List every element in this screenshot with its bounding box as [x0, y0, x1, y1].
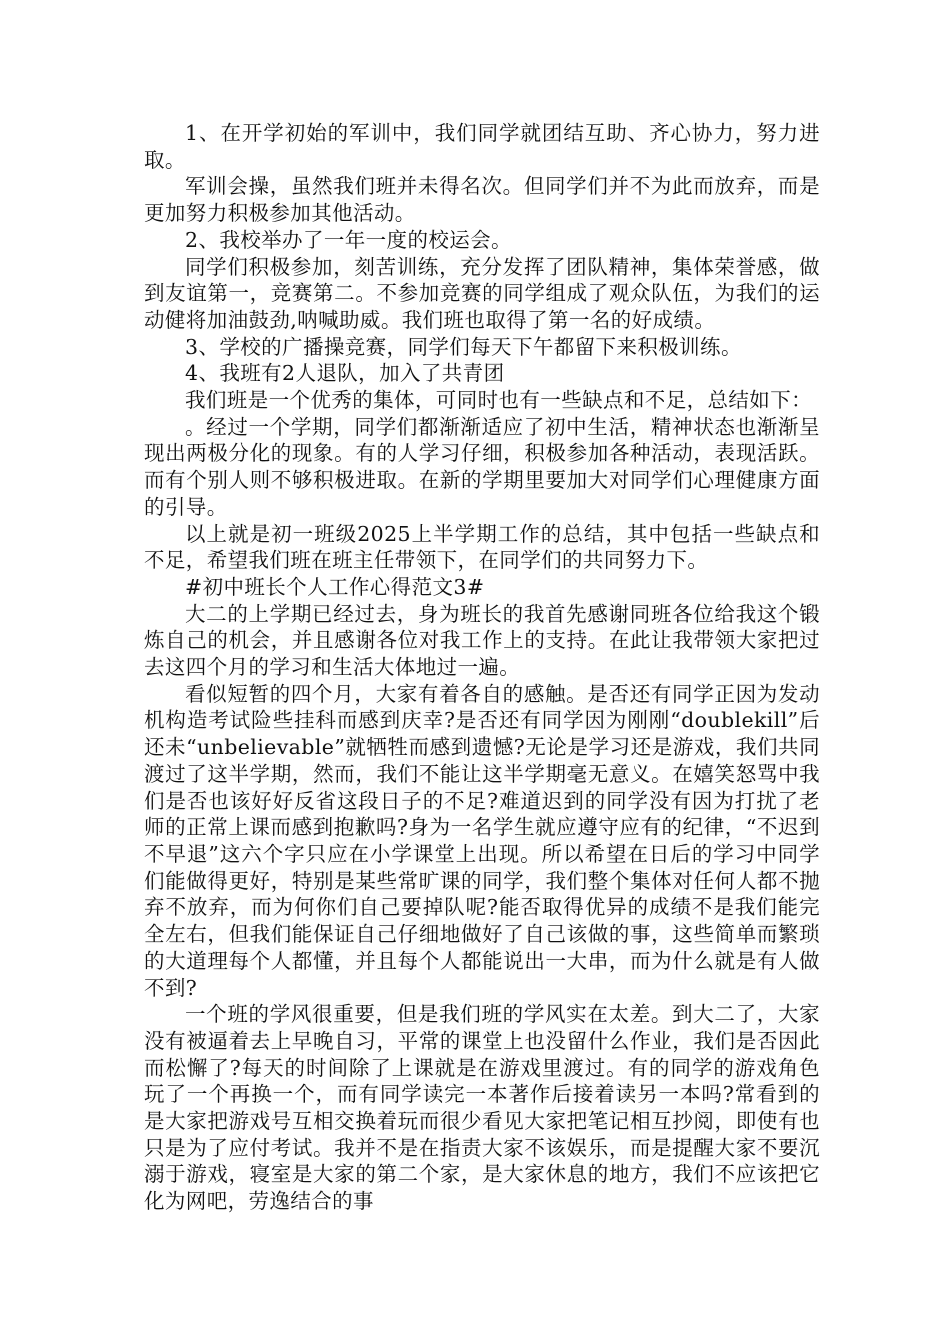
paragraph-4: 同学们积极参加，刻苦训练，充分发挥了团队精神，集体荣誉感，做到友谊第一，竞赛第二。不参加竞赛的同学组成了观众队伍，为我们的运动健将加油鼓劲,呐喊助威。我们班也取得了第一名的好成绩。	[144, 254, 820, 332]
paragraph-2: 军训会操，虽然我们班并未得名次。但同学们并不为此而放弃，而是更加努力积极参加其他活动。	[144, 174, 820, 226]
paragraph-7: 我们班是一个优秀的集体，可同时也有一些缺点和不足，总结如下：	[185, 388, 812, 413]
section-heading: #初中班长个人工作心得范文3#	[185, 574, 485, 599]
paragraph-6: 4、我班有2人退队，加入了共青团	[185, 361, 505, 386]
document-body	[144, 120, 820, 1215]
paragraph-11: 看似短暂的四个月，大家有着各自的感触。是否还有同学正因为发动机构造考试险些挂科而感到庆幸?是否还有同学因为刚刚“doublekill”后还未“unbelievable”就牺牲而感到遗憾?无论是学习还是游戏，我们共同渡过了这半学期，然而，我们不能让这半学期毫无意义。在嬉笑怒骂中我们是否也该好好反省这段日子的不足?难道迟到的同学没有因为打扰了老师的正常上课而感到抱歉吗?身为一名学生就应遵守应有的纪律，“不迟到不早退”这六个字只应在小学课堂上出现。所以希望在日后的学习中同学们能做得更好，特别是某些常旷课的同学，我们整个集体对任何人都不抛弃不放弃，而为何你们自己要掉队呢?能否取得优异的成绩不是我们能完全左右，但我们能保证自己仔细地做好了自己该做的事，这些简单而繁琐的大道理每个人都懂，并且每个人都能说出一大串，而为什么就是有人做不到?	[144, 681, 820, 1000]
paragraph-1: 1、在开学初始的军训中，我们同学就团结互助、齐心协力，努力进取。	[144, 121, 820, 172]
paragraph-10: 大二的上学期已经过去，身为班长的我首先感谢同班各位给我这个锻炼自己的机会，并且感谢各位对我工作上的支持。在此让我带领大家把过去这四个月的学习和生活大体地过一遍。	[144, 601, 820, 680]
paragraph-8: 。经过一个学期，同学们都渐渐适应了初中生活，精神状态也渐渐呈现出两极分化的现象。有的人学习仔细，积极参加各种活动，表现活跃。而有个别人则不够积极进取。在新的学期里要加大对同学们心理健康方面的引导。	[144, 414, 820, 519]
paragraph-12: 一个班的学风很重要，但是我们班的学风实在太差。到大二了，大家没有被逼着去上早晚自习，平常的课堂上也没留什么作业，我们是否因此而松懈了?每天的时间除了上课就是在游戏里渡过。有的同学的游戏角色玩了一个再换一个，而有同学读完一本著作后接着读另一本吗?常看到的是大家把游戏号互相交换着玩而很少看见大家把笔记相互抄阅，即使有也只是为了应付考试。我并不是在指责大家不该娱乐，而是提醒大家不要沉溺于游戏，寝室是大家的第二个家，是大家休息的地方，我们不应该把它化为网吧，劳逸结合的事	[144, 1002, 820, 1214]
paragraph-9: 以上就是初一班级2025上半学期工作的总结，其中包括一些缺点和不足，希望我们班在班主任带领下，在同学们的共同努力下。	[144, 521, 820, 573]
paragraph-5: 3、学校的广播操竞赛，同学们每天下午都留下来积极训练。	[185, 334, 742, 359]
paragraph-3: 2、我校举办了一年一度的校运会。	[185, 227, 512, 252]
